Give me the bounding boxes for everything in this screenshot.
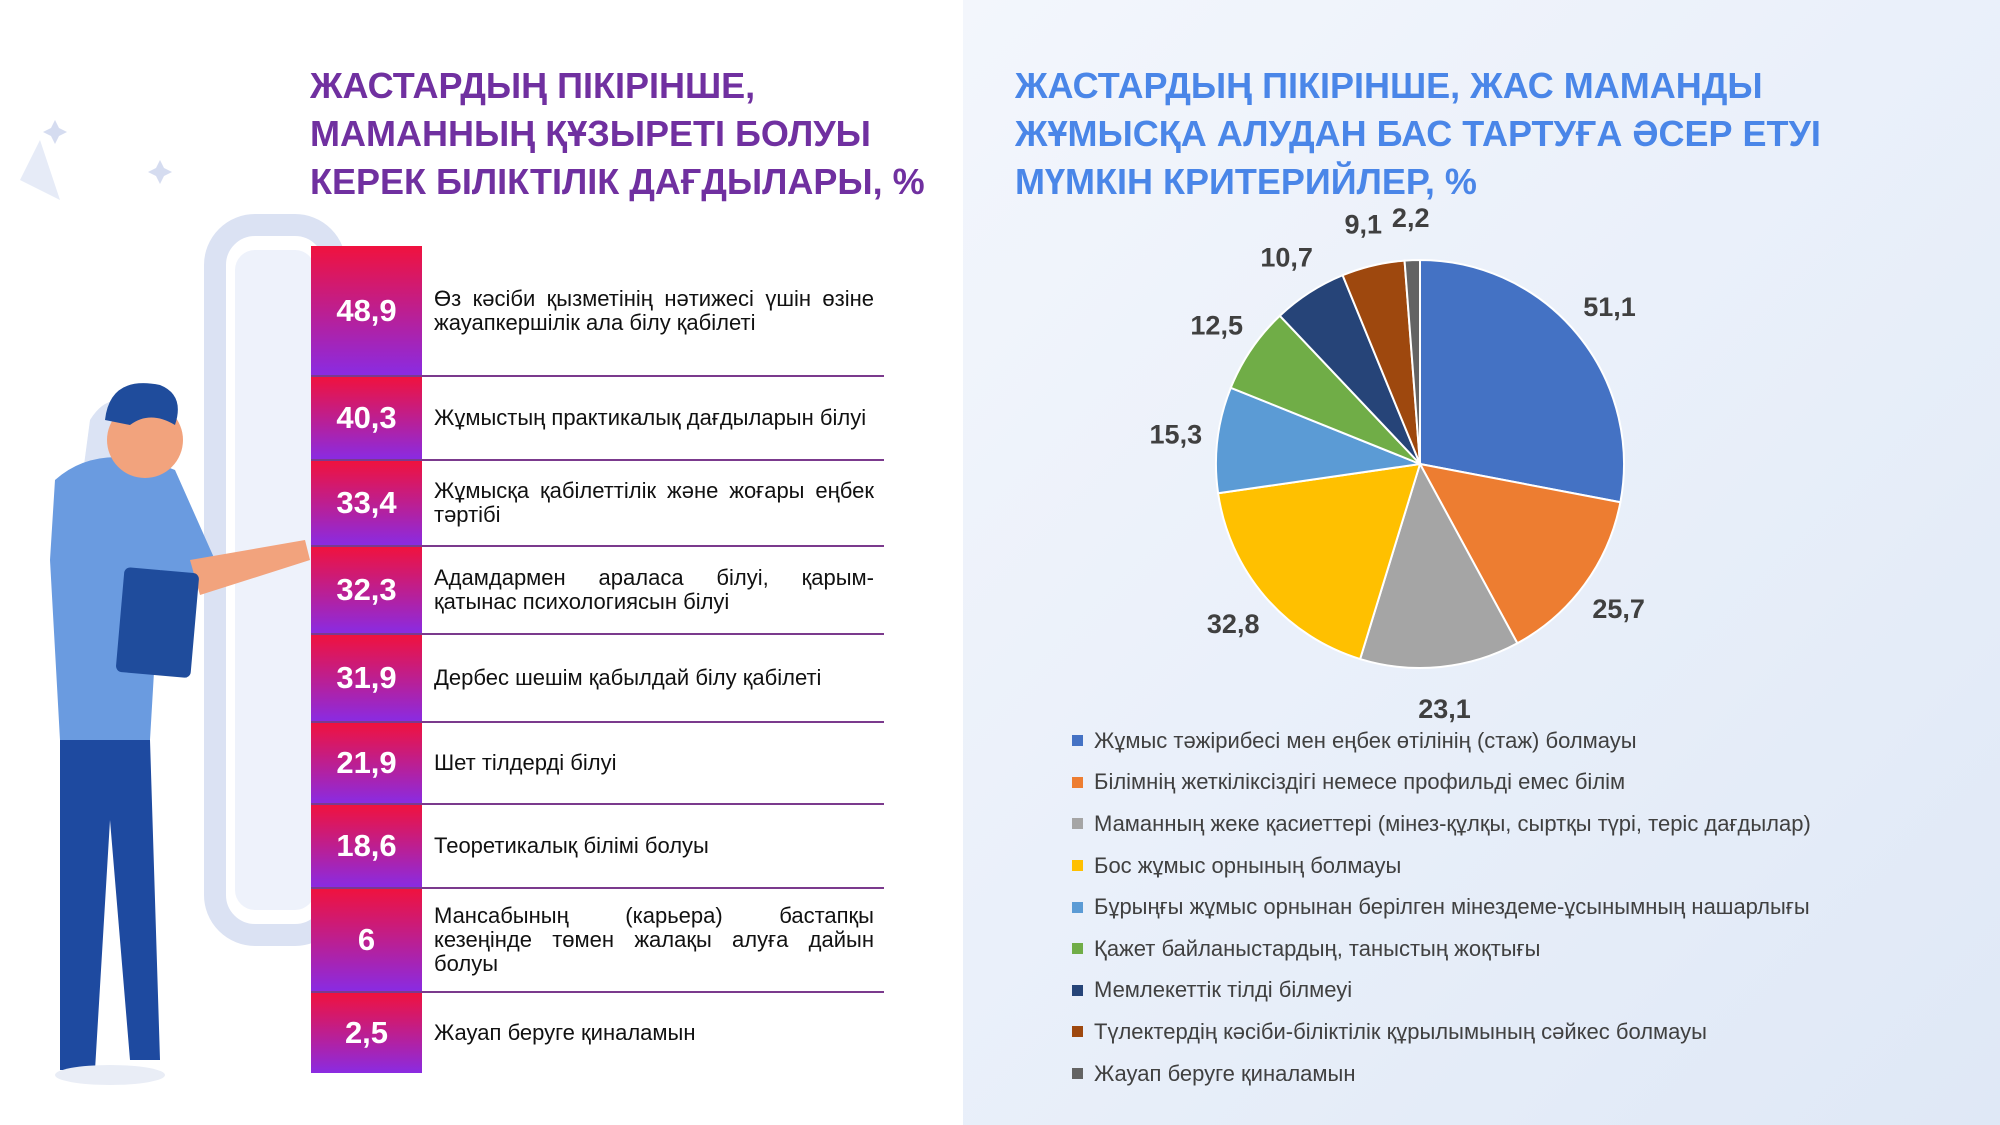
- legend-swatch: [1072, 1026, 1083, 1037]
- left-title-line: КЕРЕК БІЛІКТІЛІК ДАҒДЫЛАРЫ, %: [310, 161, 925, 202]
- legend-item: [1072, 970, 1811, 1012]
- legend-swatch: [1072, 818, 1083, 829]
- row-value: 21,9: [311, 723, 422, 803]
- illustration-person-clipboard: [0, 0, 320, 1125]
- row-label: Өз кәсіби қызметінің нәтижесі үшін өзіне жауапкершілік ала білу қабілеті: [434, 285, 874, 335]
- left-title: [310, 62, 970, 206]
- pie-data-label: 15,3: [1149, 419, 1203, 450]
- right-title-line: МҮМКІН КРИТЕРИЙЛЕР, %: [1015, 161, 1477, 202]
- legend-swatch: [1072, 902, 1083, 913]
- legend-label: Білімнің жеткіліксіздігі немесе профильді емес білім: [1094, 769, 1626, 795]
- pie-chart: [1149, 203, 1690, 724]
- legend-item: [1072, 1011, 1811, 1053]
- row-value: 40,3: [311, 377, 422, 459]
- table-row: [311, 889, 884, 993]
- table-row: [311, 993, 884, 1073]
- row-label: Дербес шешім қабылдай білу қабілеті: [434, 665, 822, 690]
- table-row: [311, 377, 884, 461]
- legend-label: Маманның жеке қасиеттері (мінез-құлқы, сыртқы түрі, теріс дағдылар): [1094, 810, 1811, 836]
- pie-data-label: 32,8: [1206, 609, 1260, 639]
- legend-item: [1072, 803, 1811, 845]
- table-row: [311, 547, 884, 635]
- pie-legend: [1072, 720, 1811, 1094]
- table-row: [311, 805, 884, 889]
- legend-label: Мемлекеттік тілді білмеуі: [1094, 977, 1353, 1003]
- pie-data-label: 12,5: [1190, 310, 1243, 341]
- skills-table: [311, 246, 884, 1073]
- legend-swatch: [1072, 735, 1083, 746]
- pie-data-label: 51,1: [1583, 292, 1636, 323]
- row-value: 33,4: [311, 461, 422, 545]
- row-label: Мансабының (карьера) бастапқы кезеңінде төмен жалақы алуға дайын болуы: [434, 903, 874, 976]
- legend-item: [1072, 762, 1811, 804]
- table-row: [311, 246, 884, 377]
- legend-label: Түлектердің кәсіби-біліктілік құрылымының сәйкес болмауы: [1094, 1018, 1707, 1044]
- row-label: Теоретикалық білімі болуы: [434, 833, 709, 858]
- pie-data-label: 10,7: [1260, 242, 1313, 273]
- legend-label: Бос жұмыс орнының болмауы: [1094, 852, 1402, 878]
- row-label: Адамдармен араласа білуі, қарым-қатынас психологиясын білуі: [434, 565, 874, 614]
- legend-swatch: [1072, 860, 1083, 871]
- left-title-line: МАМАННЫҢ ҚҰЗЫРЕТІ БОЛУЫ: [310, 113, 871, 154]
- legend-label: Жауап беруге қиналамын: [1094, 1060, 1356, 1086]
- row-value: 18,6: [311, 805, 422, 887]
- legend-swatch: [1072, 943, 1083, 954]
- row-label: Жұмыстың практикалық дағдыларын білуі: [434, 405, 867, 430]
- pie-data-label: 9,1: [1344, 209, 1383, 240]
- legend-swatch: [1072, 1068, 1083, 1079]
- table-row: [311, 635, 884, 723]
- row-value: 31,9: [311, 635, 422, 721]
- right-title: [1015, 62, 1955, 206]
- legend-item: [1072, 1053, 1811, 1095]
- row-label: Шет тілдерді білуі: [434, 750, 617, 775]
- legend-item: [1072, 720, 1811, 762]
- right-title-line: ЖҰМЫСҚА АЛУДАН БАС ТАРТУҒА ӘСЕР ЕТУІ: [1015, 113, 1821, 154]
- legend-label: Бұрыңғы жұмыс орнынан берілген мінездеме-ұсынымның нашарлығы: [1094, 894, 1810, 920]
- right-title-line: ЖАСТАРДЫҢ ПІКІРІНШЕ, ЖАС МАМАНДЫ: [1015, 65, 1763, 106]
- legend-item: [1072, 928, 1811, 970]
- table-row: [311, 723, 884, 805]
- row-value: 32,3: [311, 547, 422, 633]
- row-value: 48,9: [311, 246, 422, 375]
- legend-item: [1072, 845, 1811, 887]
- left-title-line: ЖАСТАРДЫҢ ПІКІРІНШЕ,: [310, 65, 756, 106]
- legend-swatch: [1072, 777, 1083, 788]
- pie-data-label: 25,7: [1592, 594, 1645, 625]
- row-label: Жұмысқа қабілеттілік және жоғары еңбек тәртібі: [434, 478, 874, 527]
- legend-item: [1072, 886, 1811, 928]
- legend-swatch: [1072, 985, 1083, 996]
- legend-label: Жұмыс тәжірибесі мен еңбек өтілінің (стаж) болмауы: [1094, 727, 1637, 753]
- row-value: 2,5: [311, 993, 422, 1073]
- pie-data-label: 23,1: [1418, 693, 1471, 724]
- row-value: 6: [311, 889, 422, 991]
- pie-data-label: 2,2: [1391, 203, 1430, 234]
- row-label: Жауап беруге қиналамын: [434, 1020, 696, 1045]
- legend-label: Қажет байланыстардың, таныстың жоқтығы: [1094, 935, 1541, 961]
- table-row: [311, 461, 884, 547]
